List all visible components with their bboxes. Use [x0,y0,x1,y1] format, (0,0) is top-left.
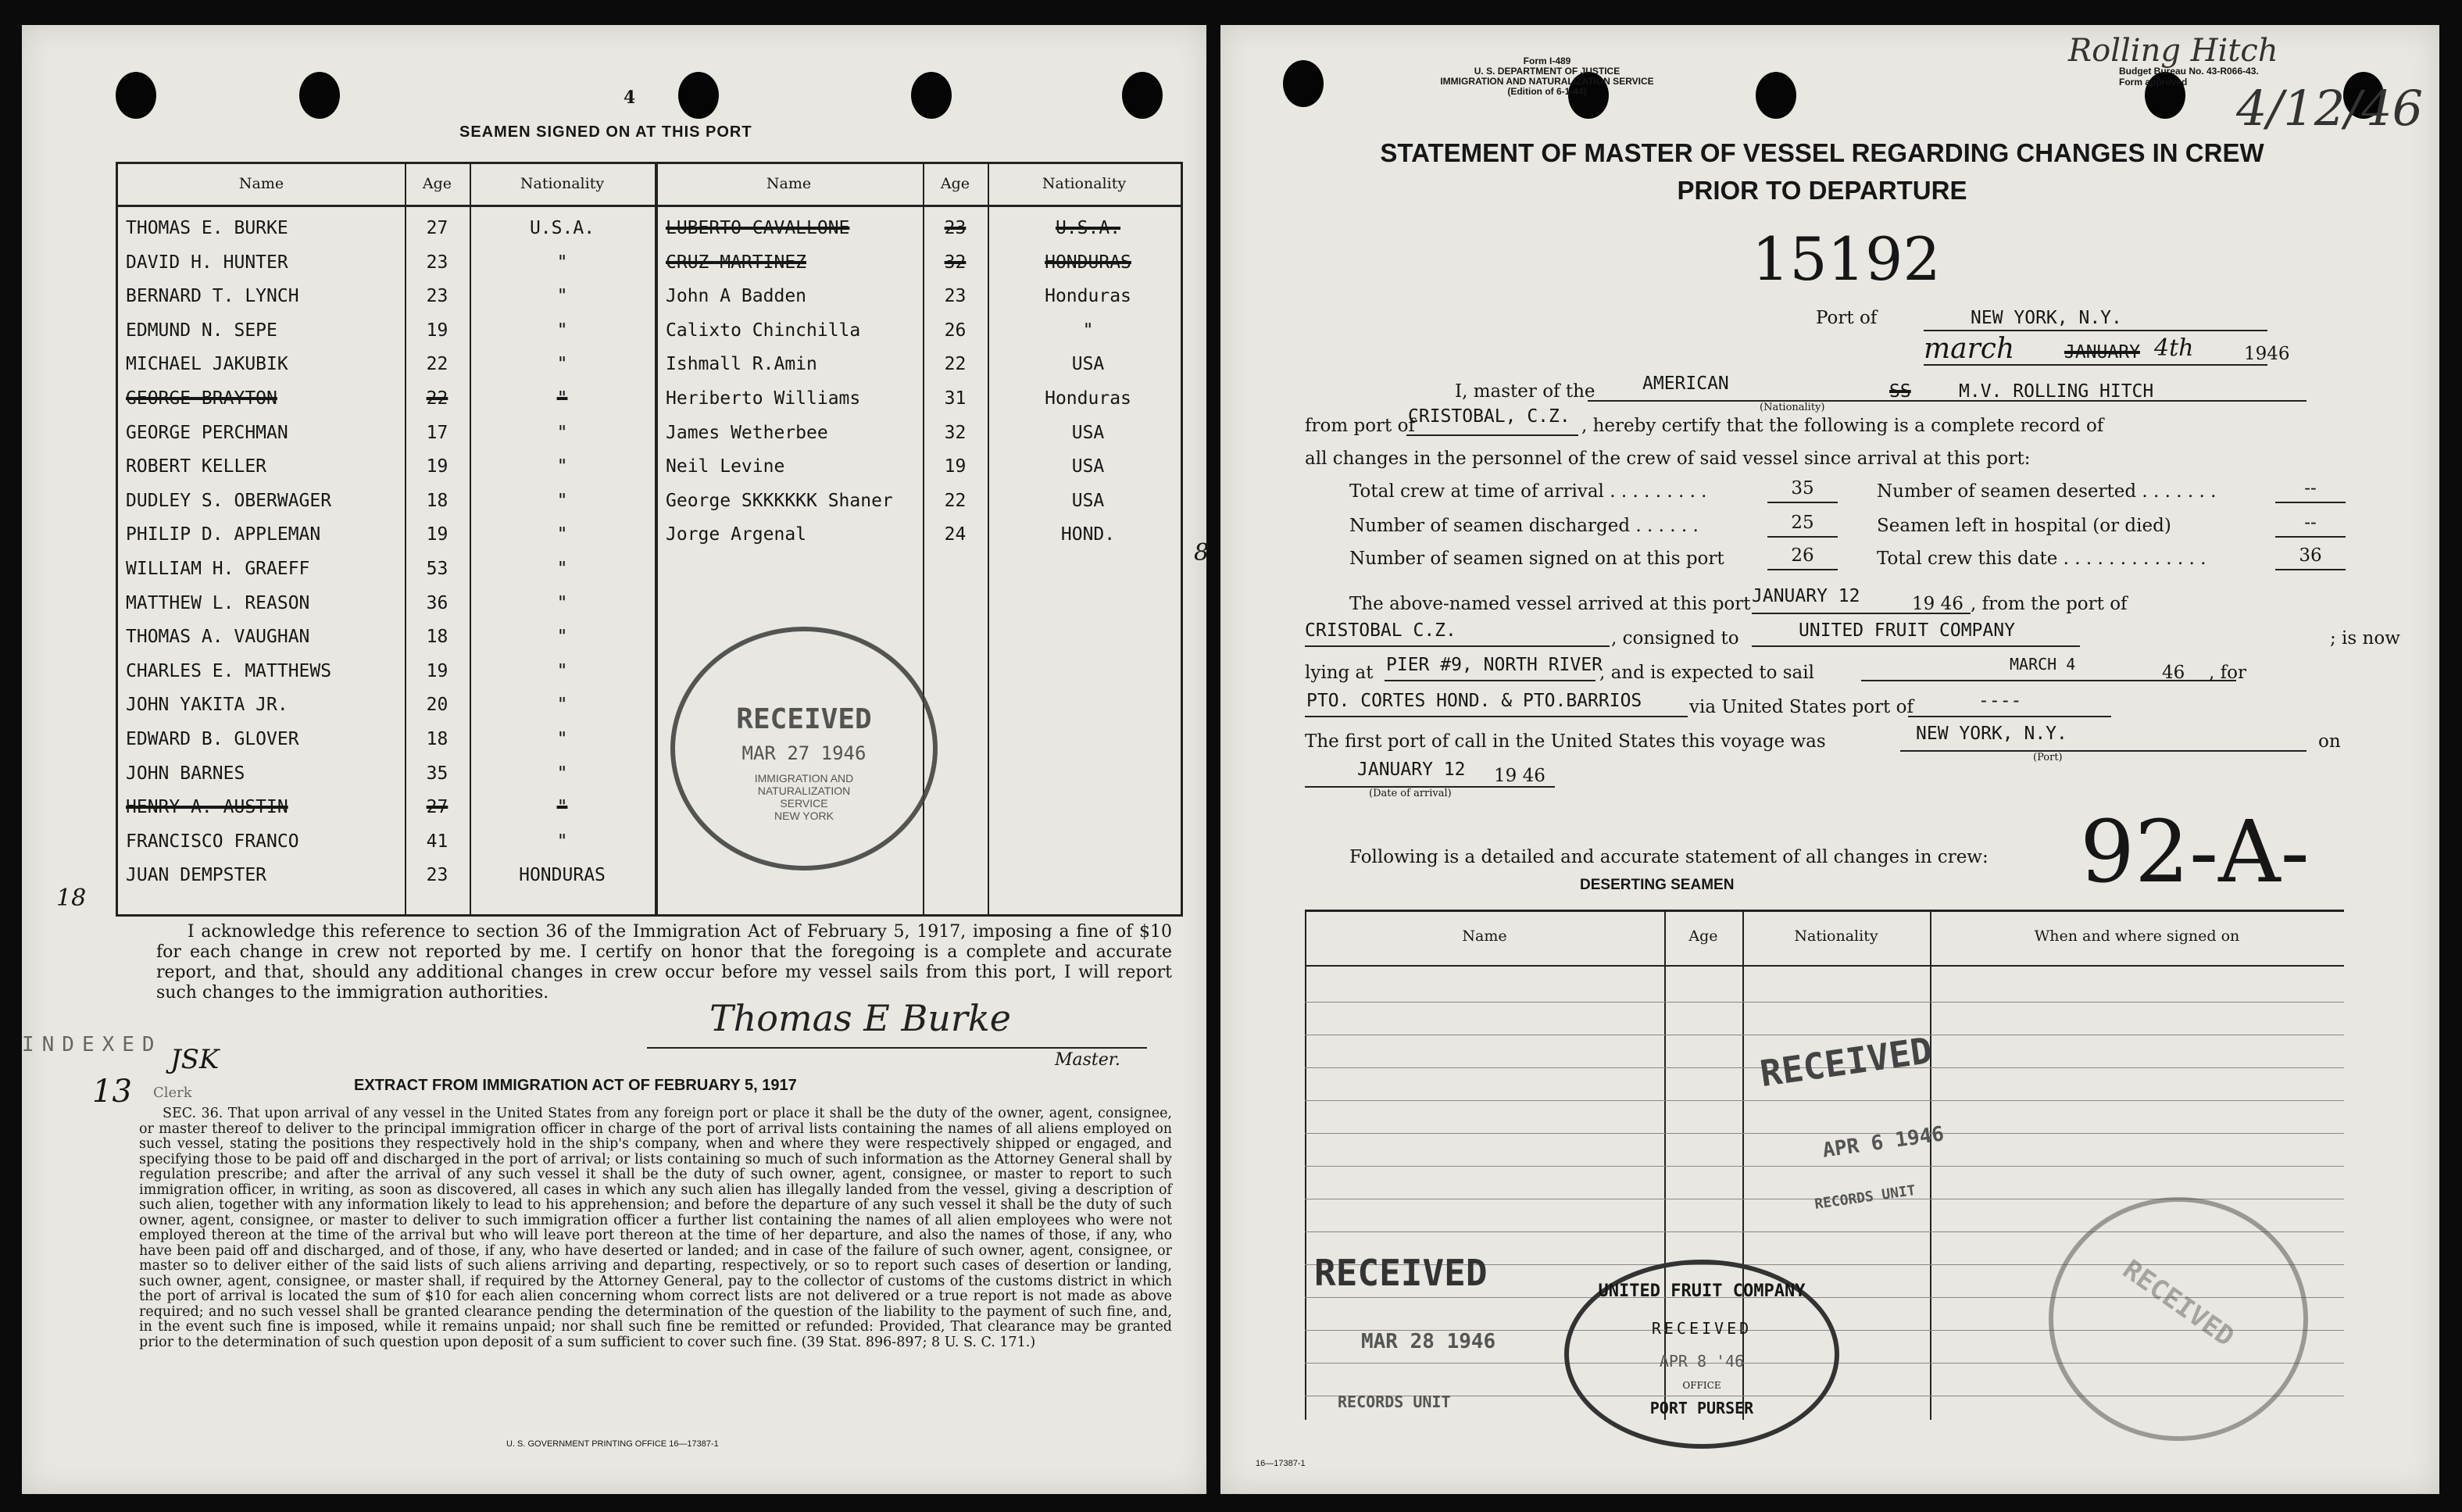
sail-date: MARCH 4 [2010,655,2076,674]
cell-nationality: " [1082,320,1094,341]
cell-nationality: " [556,763,568,784]
cell-name: Heriberto Williams [666,388,861,409]
cell-name: DAVID H. HUNTER [126,252,288,273]
cell-age: 27 [426,797,448,818]
table-row [118,417,655,449]
footer-code: 16—17387-1 [1256,1459,1306,1468]
first-port-value: NEW YORK, N.Y. [1916,724,2067,744]
cell-age: 23 [426,865,448,886]
form-number: Form I-489 [1523,55,1571,66]
nationality-caption: (Nationality) [1760,402,1825,413]
extract-title: EXTRACT FROM IMMIGRATION ACT OF FEBRUARY 5, 1917 [354,1077,797,1094]
ruled-line [1305,1166,2344,1167]
stat-label: Total crew this date . . . . . . . . . . . . . [1877,549,2207,569]
form-header [1406,56,1688,97]
table-row [118,758,655,789]
received-stamp: RECEIVED MAR 27 1946 IMMIGRATION AND NATURALIZATION SERVICE NEW YORK [670,627,938,870]
records-unit-stamp-second: RECORDS UNIT [1338,1392,1451,1411]
punch-hole [299,72,340,119]
form-title [1220,134,2424,209]
cell-name: Calixto Chinchilla [666,320,861,341]
cell-age: 24 [944,524,967,545]
col-header-signed-on: When and where signed on [2034,928,2240,945]
cell-age: 31 [944,388,967,409]
cell-nationality: " [556,559,568,579]
table-row [118,485,655,517]
cell-name: JOHN YAKITA JR. [126,695,288,716]
left-page [22,25,1210,1494]
cell-age: 18 [426,627,448,648]
cell-name: John A Badden [666,286,807,307]
clerk-number: 13 [92,1074,132,1110]
master-label: Master. [1055,1050,1120,1070]
ruled-line [1305,1100,2344,1101]
table-row [118,656,655,687]
col-header-nationality: Nationality [520,175,605,192]
extract-text: SEC. 36. That upon arrival of any vessel in the United States from any foreign port or place it shall be the duty of the owner, agent, consignee, or master thereof to deliver to the principal immigration officer in charge of the port of arrival lists containing the names of all aliens employed on such vessel, stating the positions they respectively hold in the ship's company, when and where they were respectively shipped or engaged, and specifying those to be paid off and discharged in the port of arrival; or lists containing so much of such information as the Attorney General shall by regulation prescribe; and after the arrival of any such vessel it shall be the duty of such owner, agent, consignee, or master to report to such immigration officer, in writing, as soon as discovered, all cases in which any such alien has illegally landed from the vessel, giving a description of such alien, together with any information likely to lead to his apprehension; and before the departure of any such vessel it shall be the duty of such owner, agent, consignee, or master to deliver to such immigration officer a further list containing the names of all alien employees who were not employed thereon at the time of the arrival but who will leave port thereon at the time of her departure, and also the names of those, if any, who have been paid off and discharged, and of those, if any, who have deserted or landed; and in case of the failure of such owner, agent, consignee, or master so to deliver either of the said lists of such aliens arriving and departing, respectively, or so to report such cases of desertion or landing, such owner, agent, consignee, or master shall, if required by the Attorney General, pay to the collector of customs of the customs district in which the port of arrival is located the sum of $10 for each alien concerning whom correct lists are not delivered or a true report is not made as above required; and no such vessel shall be granted clearance pending the determination of the question of the liability to the payment of such fine, and, in the event such fine is imposed, while it remains unpaid; nor shall such fine be remitted or refunded: Provided, That clearance may be granted prior to the determination of such question upon deposit of a sum sufficient to cover such fine. (39 Stat. 896-897; 8 U. S. C. 171.) [139,1106,1172,1350]
cell-name: MATTHEW L. REASON [126,592,310,613]
cell-nationality: Honduras [1045,388,1131,409]
cell-nationality: U.S.A. [1055,218,1121,238]
united-fruit-stamp: UNITED FRUIT COMPANY RECEIVED APR 8 '46 OFFICE PORT PURSER [1564,1260,1839,1449]
table-row [118,792,655,823]
cell-age: 22 [944,354,967,375]
table-row [118,315,655,346]
signature-line [647,1047,1147,1049]
title-line-1: STATEMENT OF MASTER OF VESSEL REGARDING CHANGES IN CREW [1380,138,2264,167]
cell-nationality: " [556,286,568,307]
received-stamp-second-date: MAR 28 1946 [1361,1330,1496,1353]
table-row [655,417,1181,449]
cell-name: CHARLES E. MATTHEWS [126,660,332,681]
table-row [118,247,655,278]
cell-name: ROBERT KELLER [126,456,267,477]
first-date: JANUARY 12 [1357,760,1466,780]
cell-age: 32 [944,422,967,443]
cell-nationality: Honduras [1045,286,1131,307]
clerk-label: Clerk [153,1085,192,1101]
cell-age: 41 [426,831,448,852]
cell-age: 18 [426,490,448,511]
cell-name: FRANCISCO FRANCO [126,831,299,852]
department: U. S. DEPARTMENT OF JUSTICE [1474,66,1620,77]
table-row [118,621,655,652]
margin-count: 18 [56,885,87,912]
stat-value: -- [2275,509,2346,538]
cell-nationality: HONDURAS [519,865,606,886]
nationality-value: AMERICAN [1642,374,1729,394]
cell-nationality: U.S.A. [529,218,595,238]
arrived-date: JANUARY 12 [1752,586,1860,606]
cell-nationality: " [556,797,568,818]
punch-hole [1122,72,1163,119]
cell-nationality: USA [1071,422,1105,443]
table-row [655,383,1181,414]
cell-name: THOMAS A. VAUGHAN [126,627,310,648]
col-header-name: Name [238,175,284,192]
deserting-title: DESERTING SEAMEN [1580,877,1735,893]
edition: (Edition of 6-1-44) [1507,86,1587,97]
col-header-name: Name [766,175,812,192]
cell-nationality: USA [1071,354,1105,375]
cell-name: MICHAEL JAKUBIK [126,354,288,375]
cell-nationality: " [556,524,568,545]
clerk-initials: JSK [170,1044,220,1075]
date-year: 1946 [2244,344,2290,364]
right-page: Form I-489 U. S. DEPARTMENT OF JUSTICE IMMIGRATION AND NATURALIZATION SERVICE (Edition of 6-1-44) Rolling Hitch Budget Bureau No. 43-R066-43. Form approved 4/12/46 STATEMENT OF MASTER OF VESSEL REGARDING CHANGES IN CREW PRIOR TO DEPARTURE 15192 Port of NEW YORK, N.Y. march JANUARY 4th 1946 I, master of the AMERICAN (Nationality) SS M.V. ROLLING HITCH from port of CRISTOBAL, C.Z. , hereby certify that the following is a complete record of all changes in the personnel of the crew of said vessel since arrival at this port: Total crew at time of arrival . . . . . . . . . 35 Number of seamen discharged . . . . . . 25 Number of seamen signed on at this port 26 Number of seamen deserted . . . . . . . -- Seamen left in hospital (or died) -- Total crew this date . . . . . . . . . . . . . 36 The above-named vessel arrived at this port JANUARY 12 19 46 , from the port of CRISTOBAL C.Z. , consigned to UNITED FRUIT COMPANY ; is now lying at PIER #9, NORTH RIVER , and is expected to sail MARCH 4 46 , for PTO. CORTES HOND. & PTO.BARRIOS via United States port of ---- The first port of call in the United States this voyage was NEW YORK, N.Y. (Port) on JANUARY 12 19 46 (Date of arrival) Following is a detailed and accurate statement of all changes in crew: 92-A- DESERTING SEAMEN Name Age Nationality When and where signed on RECEIVED APR 6 1946 RECORDS UNIT RECEIVED MAR 28 1946 RECORDS UNIT UNITED FRUIT COMPANY RECEIVED APR 8 '46 OFFICE PORT PURSER RECEIVED 16—17387-1 [1220,25,2439,1494]
cell-nationality: HONDURAS [1045,252,1131,273]
crew-signed-on-table [116,162,1183,917]
cell-name: DUDLEY S. OBERWAGER [126,490,332,511]
cell-age: 53 [426,559,448,579]
received-stamp-second: RECEIVED [1314,1252,1488,1294]
cell-nationality: " [556,627,568,648]
title-line-2: PRIOR TO DEPARTURE [1677,176,1967,205]
table-row [655,485,1181,517]
cell-age: 22 [426,388,448,409]
table-row [118,383,655,414]
table-row [118,860,655,891]
cell-nationality: " [556,252,568,273]
vessel-name: M.V. ROLLING HITCH [1959,381,2154,402]
cell-name: LUBERTO CAVALLONE [666,218,850,238]
sail-year: 46 [2162,663,2185,683]
col-header-age: Age [422,175,452,192]
cell-name: HENRY A. AUSTIN [126,797,288,818]
consignee: UNITED FRUIT COMPANY [1799,620,2015,641]
arrived-year: 19 46 [1912,594,1964,614]
table-row [118,349,655,380]
stat-value: 26 [1767,542,1838,570]
cell-nationality: " [556,729,568,749]
received-stamp-records: RECEIVED [1757,1028,1935,1096]
cell-nationality: " [556,660,568,681]
cell-age: 19 [426,456,448,477]
handwritten-code: 92-A- [2080,802,2310,902]
budget-info: Budget Bureau No. 43-R066-43. Form approved [2119,66,2259,88]
from-port-value: CRISTOBAL, C.Z. [1408,406,1570,427]
date-month-handwritten: march [1924,333,2015,365]
col-header-nationality: Nationality [1794,928,1878,945]
cell-nationality: " [556,354,568,375]
gpo-line: U. S. GOVERNMENT PRINTING OFFICE 16—17387-1 [506,1439,719,1449]
stat-value: 36 [2275,542,2346,570]
stat-label: Number of seamen discharged . . . . . . [1349,516,1699,536]
following-text: Following is a detailed and accurate statement of all changes in crew: [1349,847,1989,867]
arrived-from: CRISTOBAL C.Z. [1305,620,1456,641]
file-number: 15192 [1752,224,1941,294]
cell-age: 17 [426,422,448,443]
struck-ss: SS [1889,381,1911,402]
table-row [118,724,655,755]
table-row [118,588,655,619]
table-row [118,213,655,244]
cell-name: CRUZ MARTINEZ [666,252,807,273]
punch-hole [1756,72,1796,119]
cell-name: PHILIP D. APPLEMAN [126,524,321,545]
master-signature: Thomas E Burke [709,997,1011,1039]
table-row [118,689,655,720]
handwritten-date: 4/12/46 [2236,80,2424,137]
cell-name: THOMAS E. BURKE [126,218,288,238]
table-row [655,519,1181,550]
cell-nationality: " [556,388,568,409]
cell-age: 20 [426,695,448,716]
cell-name: GEORGE BRAYTON [126,388,277,409]
table-row [118,826,655,857]
cell-age: 32 [944,252,967,273]
date-month-struck: JANUARY [2064,342,2140,363]
cell-nationality: " [556,490,568,511]
cell-age: 23 [944,286,967,307]
table-row [118,451,655,482]
col-header-name: Name [1462,928,1507,945]
cell-name: Jorge Argenal [666,524,807,545]
handwritten-vessel: Rolling Hitch [2068,33,2278,69]
cell-name: JOHN BARNES [126,763,245,784]
cell-nationality: " [556,456,568,477]
cell-age: 36 [426,592,448,613]
acknowledgment-text: I acknowledge this reference to section 36 of the Immigration Act of February 5, 1917, imposing a fine of $10 for each change in crew not reported by me. I certify on honor that the foregoing is a complete and accurate report, and that, should any additional changes in crew occur before my vessel sails from this port, I will report such changes to the immigration authorities. [156,922,1172,1003]
faded-received-stamp: RECEIVED [2049,1197,2308,1441]
cell-age: 23 [426,286,448,307]
cell-name: James Wetherbee [666,422,828,443]
first-year: 19 46 [1494,766,1545,786]
table-row [655,451,1181,482]
punch-hole [116,72,156,119]
cell-name: BERNARD T. LYNCH [126,286,299,307]
cell-nationality: " [556,831,568,852]
ruled-line [1305,1133,2344,1134]
lying-at-value: PIER #9, NORTH RIVER [1386,655,1603,675]
cell-age: 26 [944,320,967,341]
table-row [118,281,655,312]
table-row [655,213,1181,244]
cell-nationality: " [556,592,568,613]
cell-nationality: USA [1071,490,1105,511]
stat-value: -- [2275,475,2346,503]
cell-age: 23 [426,252,448,273]
cell-age: 18 [426,729,448,749]
table-row [655,349,1181,380]
cell-age: 19 [944,456,967,477]
table-title: SEAMEN SIGNED ON AT THIS PORT [459,123,752,141]
destination: PTO. CORTES HOND. & PTO.BARRIOS [1306,691,1642,711]
cell-nationality: " [556,320,568,341]
col-header-age: Age [940,175,970,192]
cell-age: 19 [426,320,448,341]
punch-hole [1283,60,1324,107]
date-day: 4th [2154,334,2194,362]
punch-hole [911,72,952,119]
page-number: 4 [624,88,636,108]
port-value: NEW YORK, N.Y. [1971,308,2122,328]
received-stamp-date: APR 6 1946 [1821,1122,1946,1163]
cell-age: 19 [426,660,448,681]
cell-name: GEORGE PERCHMAN [126,422,288,443]
cell-name: Neil Levine [666,456,785,477]
stat-label: Number of seamen deserted . . . . . . . [1877,481,2217,502]
stat-value: 25 [1767,509,1838,538]
cell-name: EDMUND N. SEPE [126,320,277,341]
table-row [118,519,655,550]
col-header-nationality: Nationality [1042,175,1127,192]
cell-age: 22 [944,490,967,511]
stat-label: Seamen left in hospital (or died) [1877,516,2171,536]
table-row [655,315,1181,346]
stat-value: 35 [1767,475,1838,503]
table-row [655,247,1181,278]
stat-label: Total crew at time of arrival . . . . . . . . . [1349,481,1707,502]
col-header-age: Age [1688,928,1718,945]
cell-name: JUAN DEMPSTER [126,865,267,886]
cell-age: 19 [426,524,448,545]
cell-nationality: USA [1071,456,1105,477]
cell-name: George SKKKKKK Shaner [666,490,893,511]
table-row [118,553,655,584]
cell-name: WILLIAM H. GRAEFF [126,559,310,579]
cell-nationality: " [556,695,568,716]
cell-nationality: " [556,422,568,443]
margin-count: 8 [1194,539,1210,567]
cell-name: EDWARD B. GLOVER [126,729,299,749]
table-row [655,281,1181,312]
indexed-stamp: INDEXED [22,1033,163,1056]
cell-age: 22 [426,354,448,375]
cell-nationality: HOND. [1060,524,1116,545]
ruled-line [1305,1002,2344,1003]
cell-age: 23 [944,218,967,238]
punch-hole [678,72,719,119]
service: IMMIGRATION AND NATURALIZATION SERVICE [1440,76,1654,87]
stat-label: Number of seamen signed on at this port [1349,549,1724,569]
via-port: ---- [1978,691,2022,711]
records-unit-stamp: RECORDS UNIT [1813,1182,1917,1213]
cell-age: 35 [426,763,448,784]
cell-age: 27 [426,218,448,238]
cell-name: Ishmall R.Amin [666,354,817,375]
